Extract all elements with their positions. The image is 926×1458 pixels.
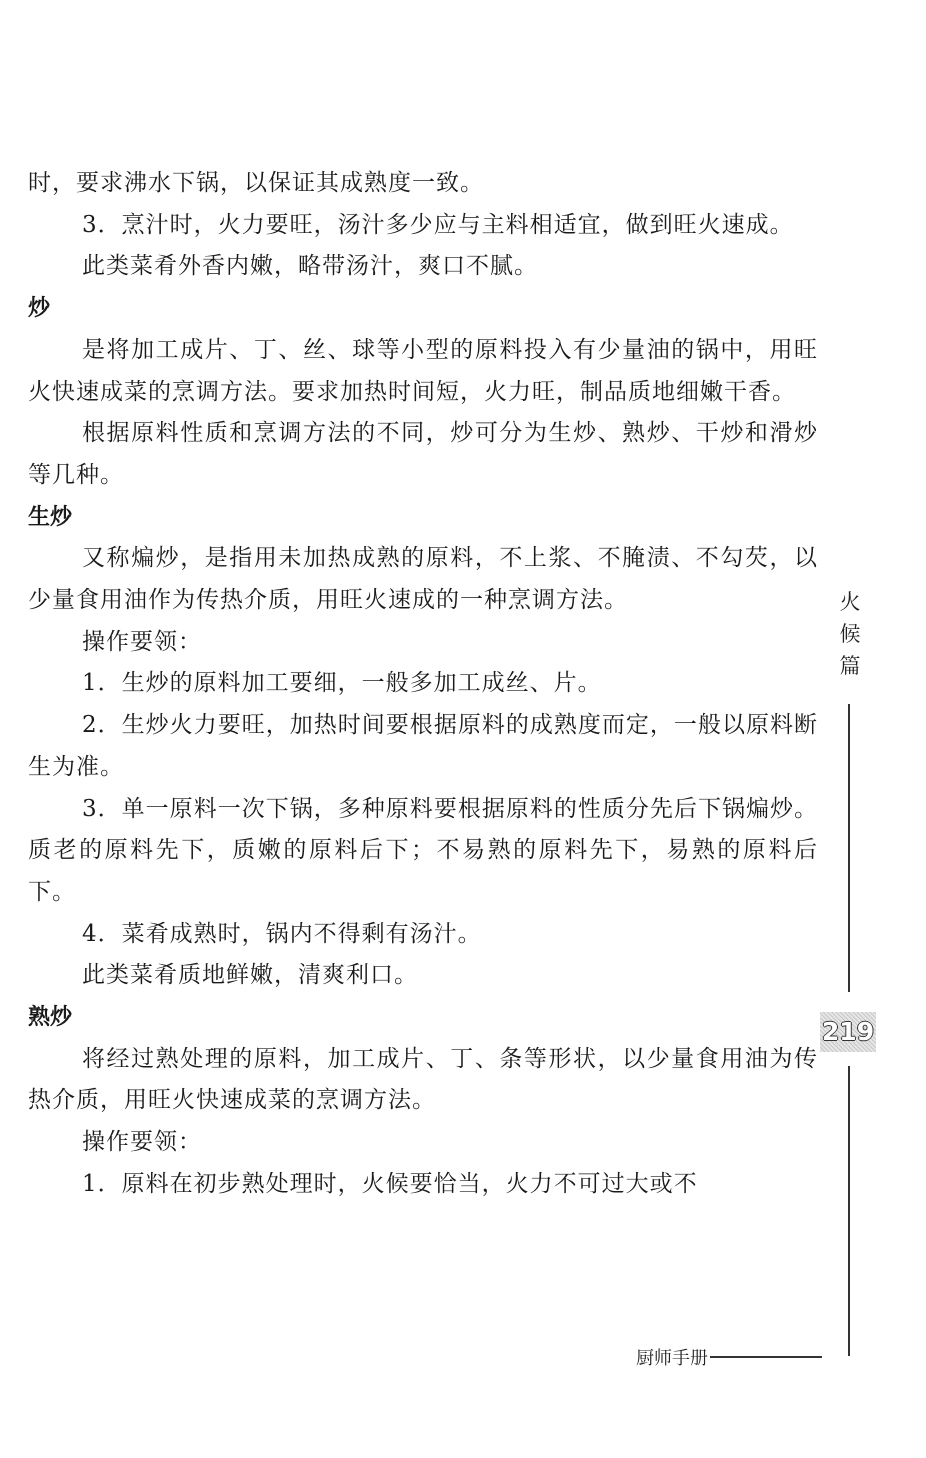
footer-rule <box>710 1356 822 1358</box>
body-paragraph: 操作要领： <box>82 1129 202 1156</box>
page-number: 219 <box>820 1012 876 1052</box>
section-heading: 生炒 <box>28 504 73 530</box>
body-paragraph: 2．生炒火力要旺，加热时间要根据原料的成熟度而定，一般以原料断生为准。 <box>28 712 818 780</box>
body-paragraph: 时，要求沸水下锅，以保证其成熟度一致。 <box>28 170 484 196</box>
body-paragraph: 操作要领： <box>82 628 202 655</box>
body-paragraph: 1．生炒的原料加工要细，一般多加工成丝、片。 <box>82 670 602 697</box>
body-text <box>28 163 818 1206</box>
body-paragraph: 1．原料在初步熟处理时，火候要恰当，火力不可过大或不 <box>82 1170 698 1197</box>
body-paragraph: 是将加工成片、丁、丝、球等小型的原料投入有少量油的锅中，用旺火快速成菜的烹调方法。要求加热时间短，火力旺，制品质地细嫩干香。 <box>28 336 818 405</box>
body-paragraph: 3．单一原料一次下锅，多种原料要根据原料的性质分先后下锅煸炒。质老的原料先下，质嫩的原料后下；不易熟的原料先下，易熟的原料后下。 <box>28 795 818 905</box>
body-paragraph: 将经过熟处理的原料，加工成片、丁、条等形状，以少量食用油为传热介质，用旺火快速成菜的烹调方法。 <box>28 1045 818 1114</box>
body-paragraph: 4．菜肴成熟时，锅内不得剩有汤汁。 <box>82 920 482 947</box>
section-heading: 熟炒 <box>28 1005 73 1031</box>
body-paragraph: 根据原料性质和烹调方法的不同，炒可分为生炒、熟炒、干炒和滑炒等几种。 <box>28 420 818 488</box>
body-paragraph: 又称煸炒，是指用未加热成熟的原料，不上浆、不腌渍、不勾芡，以少量食用油作为传热介质，用旺火速成的一种烹调方法。 <box>28 545 818 614</box>
side-title-char: 篇 <box>839 654 861 678</box>
side-title-char: 火 <box>839 590 861 614</box>
running-footer <box>636 1344 822 1370</box>
body-paragraph: 此类菜肴质地鲜嫩，清爽利口。 <box>82 962 418 989</box>
chapter-side-title <box>838 586 862 682</box>
footer-book-title: 厨师手册 <box>636 1348 708 1369</box>
margin-rule-upper <box>848 704 850 992</box>
body-paragraph: 此类菜肴外香内嫩，略带汤汁，爽口不腻。 <box>82 253 538 280</box>
margin-rule-lower <box>848 1066 850 1356</box>
section-heading: 炒 <box>28 296 51 322</box>
body-paragraph: 3．烹汁时，火力要旺，汤汁多少应与主料相适宜，做到旺火速成。 <box>82 211 794 238</box>
side-title-char: 候 <box>839 622 861 646</box>
